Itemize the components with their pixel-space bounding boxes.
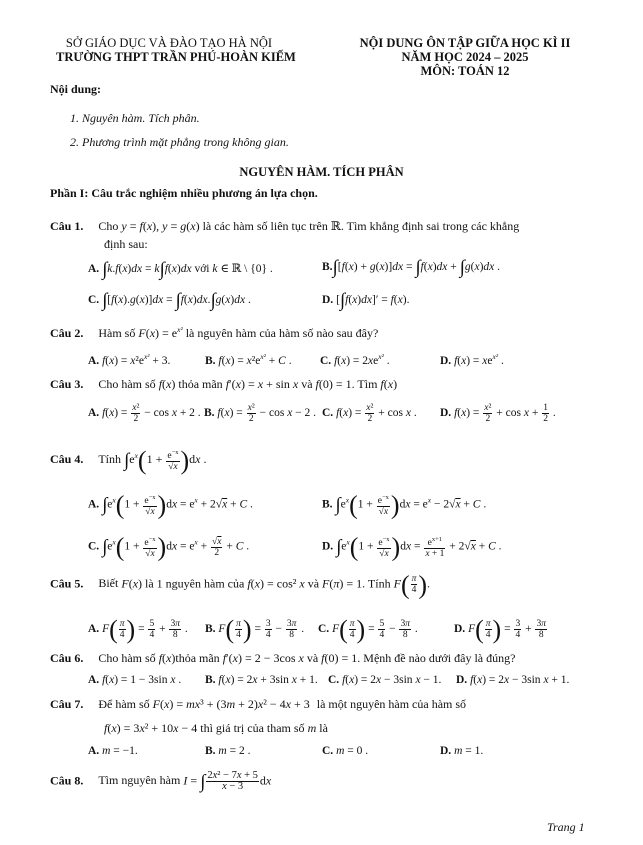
q1-option-c[interactable]: C. ∫[f(x).g(x)]dx = ∫f(x)dx.∫g(x)dx . bbox=[88, 290, 251, 311]
question-1: Câu 1. Cho y = f(x), y = g(x) là các hàm số liên tục trên ℝ. Tìm khẳng định sai trong các khẳng bbox=[50, 219, 520, 233]
q6-option-b[interactable]: B. f(x) = 2x + 3sin x + 1. bbox=[205, 674, 318, 686]
q3-option-c[interactable]: C. f(x) = $\frac{\text{x²}}{2}$ + cos x . bbox=[322, 403, 417, 424]
department-name: SỞ GIÁO DỤC VÀ ĐÀO TẠO HÀ NỘI TRƯỜNG THPT TRẦN PHÚ-HOÀN KIẾM bbox=[56, 36, 296, 64]
q1-option-d[interactable]: D. [∫f(x)dx]′ = f(x). bbox=[322, 290, 410, 311]
q4-option-a[interactable]: A. $\int e^x(1$ + $\frac{e^{-x}}{√x}$ )$dx = e^x + 2√x + C$ . bbox=[88, 490, 253, 520]
q2-option-a[interactable]: A. $f(x) = x^2e^{x^2} + 3$. bbox=[88, 352, 171, 367]
part-title: Phần I: Câu trắc nghiệm nhiều phương án lựa chọn. bbox=[50, 186, 318, 200]
q2-option-b[interactable]: B. $f(x) = x^2e^{x^2} + C$ . bbox=[205, 352, 292, 367]
q3-option-d[interactable]: D. f(x) = $\frac{\text{x²}}{2}$ + cos x + $\frac{1}{2}$ . bbox=[440, 403, 556, 424]
q7-option-c[interactable]: C. m = 0 . bbox=[322, 745, 369, 757]
q6-option-a[interactable]: A. f(x) = 1 − 3sin x . bbox=[88, 674, 182, 686]
q2-option-d[interactable]: D. $f(x) = xe^{x^2}$ . bbox=[440, 352, 504, 367]
q5-option-c[interactable]: C. F( $\frac{\pi}{4}$ ) = $\frac{5}{4}$ − $\frac{3\pi}{8}$ . bbox=[318, 615, 418, 645]
question-7-cont: f(x) = 3x² + 10x − 4 thì giá trị của tham số m là bbox=[104, 721, 328, 735]
question-5: Câu 5. Biết F(x) là 1 nguyên hàm của f(x) = cos² x và F(π) = 1. Tính F( $\frac{\pi}{4}$ ). bbox=[50, 570, 431, 600]
question-4: Câu 4. Tính $\int e^x(1$ + $\frac{e^{-x}}{√x}$ )dx . bbox=[50, 445, 207, 475]
question-1-cont: định sau: bbox=[104, 237, 148, 251]
q5-option-d[interactable]: D. F( $\frac{\pi}{4}$ ) = $\frac{3}{4}$ + $\frac{3\pi}{8}$ bbox=[454, 615, 546, 645]
q4-option-b[interactable]: B. $\int e^x(1$ + $\frac{e^{-x}}{√x}$ )$dx = e^x - 2√x + C$ . bbox=[322, 490, 487, 520]
q6-option-d[interactable]: D. f(x) = 2x − 3sin x + 1. bbox=[456, 674, 570, 686]
content-item: 1. Nguyên hàm. Tích phân. bbox=[70, 111, 200, 125]
q3-option-b[interactable]: B. f(x) = $\frac{\text{x²}}{2}$ − cos x − 2 . bbox=[204, 403, 317, 424]
q3-option-a[interactable]: A. f(x) = $\frac{\text{x²}}{2}$ − cos x + 2 . bbox=[88, 403, 201, 424]
q6-option-c[interactable]: C. f(x) = 2x − 3sin x − 1. bbox=[328, 674, 442, 686]
question-2: Câu 2. Hàm số $F(x) = e^{x^2}$ là nguyên hàm của hàm số nào sau đây? bbox=[50, 325, 379, 340]
q7-option-b[interactable]: B. m = 2 . bbox=[205, 745, 251, 757]
q1-option-a[interactable]: A. ∫k.f(x)dx = k∫f(x)dx với k ∈ ℝ \ {0} . bbox=[88, 259, 273, 280]
q1-option-b[interactable]: B.∫[f(x) + g(x)]dx = ∫f(x)dx + ∫g(x)dx . bbox=[322, 257, 501, 278]
q5-option-b[interactable]: B. F( $\frac{\pi}{4}$ ) = $\frac{3}{4}$ − $\frac{3\pi}{8}$ . bbox=[205, 615, 305, 645]
q2-option-c[interactable]: C. $f(x) = 2xe^{x^2}$ . bbox=[320, 352, 390, 367]
q4-option-c[interactable]: C. $\int e^x(1$ + $\frac{e^{-x}}{√x}$ )$dx = e^x$ + $\frac{√x}{2}$ + C . bbox=[88, 532, 250, 562]
document-title: NỘI DUNG ÔN TẬP GIỮA HỌC KÌ II NĂM HỌC 2024 – 2025 MÔN: TOÁN 12 bbox=[359, 36, 571, 78]
question-3: Câu 3. Cho hàm số f(x) thỏa mãn f′(x) = x + sin x và f(0) = 1. Tìm f(x) bbox=[50, 377, 398, 391]
question-7: Câu 7. Để hàm số F(x) = mx³ + (3m + 2)x² − 4x + 3 là một nguyên hàm của hàm số bbox=[50, 697, 467, 711]
question-6: Câu 6. Cho hàm số f(x)thỏa mãn f′(x) = 2 − 3cos x và f(0) = 1. Mệnh đề nào dưới đây là đúng? bbox=[50, 651, 516, 665]
content-label: Nội dung: bbox=[50, 82, 102, 96]
section-title: NGUYÊN HÀM. TÍCH PHÂN bbox=[239, 165, 404, 179]
q7-option-a[interactable]: A. m = −1. bbox=[88, 745, 138, 757]
question-8: Câu 8. Tìm nguyên hàm I = ∫ $\frac{\text{2x² − 7x + 5}}{x - 3}$ dx bbox=[50, 770, 272, 793]
page-number: Trang 1 bbox=[547, 820, 585, 834]
q4-option-d[interactable]: D. $\int e^x(1$ + $\frac{e^{-x}}{√x}$ )dx = $\frac{e^{x+1}}{x + 1}$ + 2√x + C . bbox=[322, 532, 502, 562]
q5-option-a[interactable]: A. F( $\frac{\pi}{4}$ ) = $\frac{5}{4}$ + $\frac{3\pi}{8}$ . bbox=[88, 615, 188, 645]
content-item: 2. Phương trình mặt phẳng trong không gian. bbox=[70, 135, 289, 149]
q7-option-d[interactable]: D. m = 1. bbox=[440, 745, 484, 757]
